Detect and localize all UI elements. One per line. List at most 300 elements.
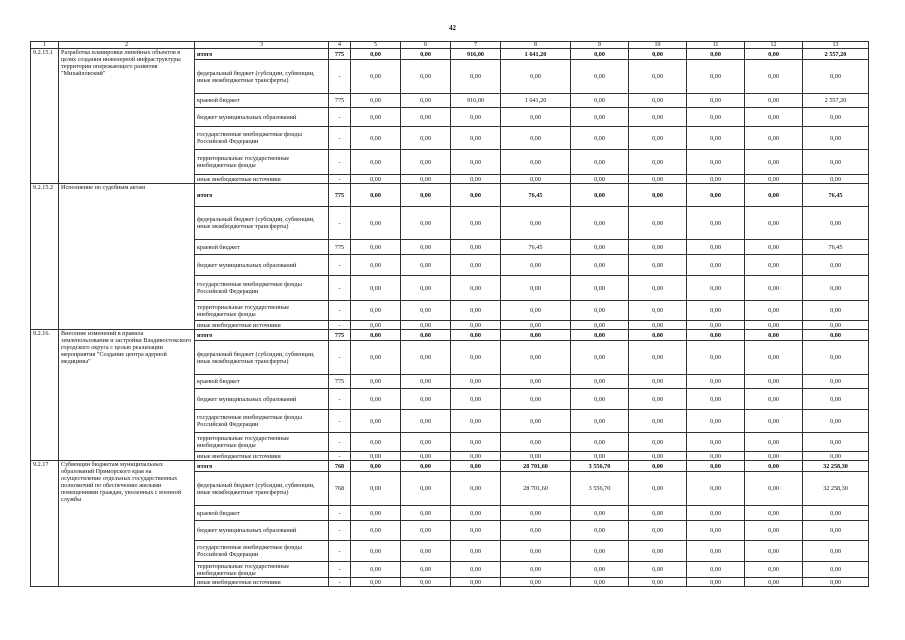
value-cell: 0,00 xyxy=(803,410,869,433)
value-cell: 0,00 xyxy=(451,108,501,127)
value-cell: 0,00 xyxy=(629,94,687,108)
value-cell: 0,00 xyxy=(401,433,451,452)
value-cell: - xyxy=(329,410,351,433)
value-cell: 0,00 xyxy=(501,175,571,184)
value-cell: - xyxy=(329,452,351,461)
value-cell: 0,00 xyxy=(351,108,401,127)
value-cell: 0,00 xyxy=(401,127,451,150)
value-cell: - xyxy=(329,506,351,521)
funding-source: бюджет муниципальных образований xyxy=(195,255,329,276)
value-cell: 0,00 xyxy=(451,276,501,301)
column-number: 12 xyxy=(745,42,803,49)
value-cell: 0,00 xyxy=(745,108,803,127)
funding-source: краевой бюджет xyxy=(195,94,329,108)
value-cell: 0,00 xyxy=(351,389,401,410)
value-cell: 0,00 xyxy=(501,60,571,94)
funding-source: территориальные государственные внебюджетные фонды xyxy=(195,150,329,175)
value-cell: 0,00 xyxy=(571,452,629,461)
value-cell: 0,00 xyxy=(687,375,745,389)
value-cell: 0,00 xyxy=(451,410,501,433)
budget-table xyxy=(30,41,869,587)
value-cell: 0,00 xyxy=(629,127,687,150)
value-cell: - xyxy=(329,521,351,541)
value-cell: 0,00 xyxy=(571,301,629,321)
value-cell: 775 xyxy=(329,330,351,341)
value-cell: 0,00 xyxy=(629,578,687,587)
value-cell: 0,00 xyxy=(501,375,571,389)
value-cell: 0,00 xyxy=(401,321,451,330)
value-cell: 0,00 xyxy=(803,301,869,321)
value-cell: 0,00 xyxy=(451,461,501,472)
value-cell: 0,00 xyxy=(745,375,803,389)
value-cell: 2 557,20 xyxy=(803,94,869,108)
value-cell: 0,00 xyxy=(687,521,745,541)
value-cell: 0,00 xyxy=(803,541,869,562)
value-cell: 1 641,20 xyxy=(501,49,571,60)
value-cell: 0,00 xyxy=(803,521,869,541)
value-cell: 0,00 xyxy=(803,108,869,127)
page-number: 42 xyxy=(449,24,456,32)
value-cell: 0,00 xyxy=(451,330,501,341)
value-cell: 76,45 xyxy=(803,184,869,207)
value-cell: 0,00 xyxy=(571,276,629,301)
value-cell: 0,00 xyxy=(401,452,451,461)
value-cell: 0,00 xyxy=(351,127,401,150)
value-cell: - xyxy=(329,301,351,321)
value-cell: 76,45 xyxy=(501,240,571,255)
value-cell: 0,00 xyxy=(745,276,803,301)
value-cell: 0,00 xyxy=(745,127,803,150)
funding-source: итого xyxy=(195,49,329,60)
value-cell: 0,00 xyxy=(687,175,745,184)
value-cell: 0,00 xyxy=(571,321,629,330)
funding-source: краевой бюджет xyxy=(195,506,329,521)
value-cell: 0,00 xyxy=(351,276,401,301)
item-code: 9.2.16. xyxy=(31,330,59,461)
item-code: 9.2.15.1 xyxy=(31,49,59,184)
value-cell: 0,00 xyxy=(451,389,501,410)
value-cell: 0,00 xyxy=(629,184,687,207)
value-cell: 0,00 xyxy=(401,150,451,175)
value-cell: - xyxy=(329,562,351,578)
value-cell: 0,00 xyxy=(501,433,571,452)
column-number: 6 xyxy=(401,42,451,49)
value-cell: 32 258,30 xyxy=(803,472,869,506)
funding-source: бюджет муниципальных образований xyxy=(195,521,329,541)
value-cell: 0,00 xyxy=(629,433,687,452)
value-cell: 32 258,30 xyxy=(803,461,869,472)
value-cell: 0,00 xyxy=(501,276,571,301)
value-cell: 775 xyxy=(329,184,351,207)
value-cell: 0,00 xyxy=(501,255,571,276)
value-cell: 0,00 xyxy=(745,562,803,578)
value-cell: 76,45 xyxy=(501,184,571,207)
value-cell: 775 xyxy=(329,49,351,60)
value-cell: 0,00 xyxy=(401,276,451,301)
value-cell: 0,00 xyxy=(629,108,687,127)
value-cell: 0,00 xyxy=(401,341,451,375)
value-cell: 0,00 xyxy=(629,389,687,410)
column-number: 13 xyxy=(803,42,869,49)
value-cell: 0,00 xyxy=(803,562,869,578)
value-cell: 0,00 xyxy=(451,433,501,452)
value-cell: - xyxy=(329,175,351,184)
item-code: 9.2.15.2 xyxy=(31,184,59,330)
column-number: 4 xyxy=(329,42,351,49)
value-cell: 0,00 xyxy=(687,433,745,452)
funding-source: итого xyxy=(195,330,329,341)
value-cell: 0,00 xyxy=(571,506,629,521)
value-cell: 0,00 xyxy=(803,207,869,240)
value-cell: 0,00 xyxy=(745,207,803,240)
value-cell: - xyxy=(329,276,351,301)
value-cell: 0,00 xyxy=(401,461,451,472)
value-cell: 0,00 xyxy=(687,60,745,94)
funding-source: государственные внебюджетные фонды Российской Федерации xyxy=(195,541,329,562)
value-cell: 3 556,70 xyxy=(571,461,629,472)
value-cell: 0,00 xyxy=(451,578,501,587)
value-cell: 3 556,70 xyxy=(571,472,629,506)
value-cell: 0,00 xyxy=(745,389,803,410)
funding-source: государственные внебюджетные фонды Российской Федерации xyxy=(195,127,329,150)
value-cell: 0,00 xyxy=(745,321,803,330)
value-cell: 0,00 xyxy=(687,321,745,330)
value-cell: 0,00 xyxy=(687,301,745,321)
value-cell: 0,00 xyxy=(803,255,869,276)
value-cell: 0,00 xyxy=(571,410,629,433)
value-cell: 0,00 xyxy=(401,240,451,255)
value-cell: - xyxy=(329,108,351,127)
value-cell: 28 701,60 xyxy=(501,461,571,472)
value-cell: 0,00 xyxy=(401,578,451,587)
value-cell: 0,00 xyxy=(803,330,869,341)
item-code: 9.2.17 xyxy=(31,461,59,587)
value-cell: 0,00 xyxy=(451,321,501,330)
value-cell: 0,00 xyxy=(401,330,451,341)
value-cell: 0,00 xyxy=(501,301,571,321)
value-cell: 0,00 xyxy=(687,472,745,506)
value-cell: 0,00 xyxy=(687,341,745,375)
value-cell: 0,00 xyxy=(629,49,687,60)
value-cell: 0,00 xyxy=(629,207,687,240)
funding-source: федеральный бюджет (субсидии, субвенции, иные межбюджетные трансферты) xyxy=(195,60,329,94)
value-cell: 0,00 xyxy=(745,184,803,207)
funding-source: итого xyxy=(195,184,329,207)
value-cell: - xyxy=(329,207,351,240)
value-cell: 0,00 xyxy=(629,175,687,184)
value-cell: 0,00 xyxy=(745,330,803,341)
value-cell: 0,00 xyxy=(401,541,451,562)
value-cell: 0,00 xyxy=(629,452,687,461)
value-cell: 0,00 xyxy=(351,562,401,578)
value-cell: 0,00 xyxy=(451,341,501,375)
item-title: Разработка планировки линейных объектов в целях создания инженерной инфраструктуры территории опережающего развития "Михайловский" xyxy=(59,49,195,184)
value-cell: 0,00 xyxy=(803,175,869,184)
value-cell: 0,00 xyxy=(571,240,629,255)
value-cell: 0,00 xyxy=(451,541,501,562)
column-number: 10 xyxy=(629,42,687,49)
value-cell: 0,00 xyxy=(501,521,571,541)
value-cell: 0,00 xyxy=(351,175,401,184)
value-cell: 0,00 xyxy=(629,255,687,276)
value-cell: 0,00 xyxy=(571,255,629,276)
value-cell: 0,00 xyxy=(401,108,451,127)
funding-source: иные внебюджетные источники xyxy=(195,321,329,330)
funding-source: краевой бюджет xyxy=(195,375,329,389)
value-cell: 0,00 xyxy=(401,521,451,541)
value-cell: 0,00 xyxy=(501,150,571,175)
value-cell: 0,00 xyxy=(745,240,803,255)
funding-source: территориальные государственные внебюджетные фонды xyxy=(195,301,329,321)
funding-source: федеральный бюджет (субсидии, субвенции, иные межбюджетные трансферты) xyxy=(195,341,329,375)
value-cell: 0,00 xyxy=(351,521,401,541)
value-cell: 0,00 xyxy=(687,255,745,276)
value-cell: 0,00 xyxy=(351,207,401,240)
table-row xyxy=(31,184,869,207)
value-cell: 0,00 xyxy=(401,301,451,321)
value-cell: 0,00 xyxy=(571,341,629,375)
value-cell: 0,00 xyxy=(401,389,451,410)
value-cell: 0,00 xyxy=(501,578,571,587)
value-cell: 0,00 xyxy=(351,301,401,321)
value-cell: 0,00 xyxy=(351,433,401,452)
value-cell: 0,00 xyxy=(401,375,451,389)
value-cell: 0,00 xyxy=(745,150,803,175)
value-cell: 0,00 xyxy=(745,452,803,461)
value-cell: 0,00 xyxy=(687,461,745,472)
funding-source: итого xyxy=(195,461,329,472)
value-cell: 0,00 xyxy=(451,184,501,207)
funding-source: федеральный бюджет (субсидии, субвенции, иные межбюджетные трансферты) xyxy=(195,472,329,506)
value-cell: 0,00 xyxy=(687,184,745,207)
funding-source: бюджет муниципальных образований xyxy=(195,108,329,127)
value-cell: 0,00 xyxy=(351,330,401,341)
column-number: 8 xyxy=(501,42,571,49)
value-cell: 0,00 xyxy=(629,330,687,341)
value-cell: 0,00 xyxy=(571,578,629,587)
value-cell: 0,00 xyxy=(571,184,629,207)
value-cell: 0,00 xyxy=(451,240,501,255)
value-cell: 775 xyxy=(329,94,351,108)
funding-source: государственные внебюджетные фонды Российской Федерации xyxy=(195,276,329,301)
value-cell: 0,00 xyxy=(571,94,629,108)
value-cell: 0,00 xyxy=(745,341,803,375)
value-cell: - xyxy=(329,255,351,276)
value-cell: 0,00 xyxy=(687,541,745,562)
value-cell: 0,00 xyxy=(571,150,629,175)
value-cell: 0,00 xyxy=(745,472,803,506)
value-cell: 0,00 xyxy=(803,433,869,452)
value-cell: 0,00 xyxy=(803,506,869,521)
value-cell: - xyxy=(329,541,351,562)
value-cell: 0,00 xyxy=(351,578,401,587)
value-cell: 0,00 xyxy=(401,207,451,240)
value-cell: 0,00 xyxy=(629,375,687,389)
value-cell: 916,00 xyxy=(451,94,501,108)
value-cell: 0,00 xyxy=(745,60,803,94)
value-cell: 0,00 xyxy=(687,150,745,175)
value-cell: 0,00 xyxy=(803,60,869,94)
value-cell: 768 xyxy=(329,461,351,472)
column-number-row xyxy=(31,42,869,49)
value-cell: 0,00 xyxy=(687,127,745,150)
value-cell: 0,00 xyxy=(351,541,401,562)
value-cell: 0,00 xyxy=(571,49,629,60)
value-cell: 0,00 xyxy=(451,60,501,94)
value-cell: 0,00 xyxy=(351,255,401,276)
value-cell: - xyxy=(329,60,351,94)
value-cell: 0,00 xyxy=(501,127,571,150)
value-cell: 0,00 xyxy=(687,49,745,60)
value-cell: 0,00 xyxy=(745,541,803,562)
value-cell: 0,00 xyxy=(351,184,401,207)
value-cell: 0,00 xyxy=(745,94,803,108)
funding-source: иные внебюджетные источники xyxy=(195,452,329,461)
value-cell: 0,00 xyxy=(401,410,451,433)
table-row xyxy=(31,461,869,472)
value-cell: 0,00 xyxy=(501,341,571,375)
value-cell: 0,00 xyxy=(401,175,451,184)
value-cell: 0,00 xyxy=(629,60,687,94)
value-cell: 0,00 xyxy=(745,433,803,452)
funding-source: территориальные государственные внебюджетные фонды xyxy=(195,433,329,452)
value-cell: - xyxy=(329,127,351,150)
value-cell: 0,00 xyxy=(629,276,687,301)
funding-source: иные внебюджетные источники xyxy=(195,578,329,587)
value-cell: 0,00 xyxy=(401,94,451,108)
value-cell: 0,00 xyxy=(745,175,803,184)
value-cell: 0,00 xyxy=(803,452,869,461)
value-cell: 0,00 xyxy=(571,127,629,150)
value-cell: - xyxy=(329,433,351,452)
value-cell: 0,00 xyxy=(803,578,869,587)
value-cell: 0,00 xyxy=(351,150,401,175)
value-cell: 0,00 xyxy=(501,389,571,410)
value-cell: 0,00 xyxy=(803,276,869,301)
value-cell: 0,00 xyxy=(629,472,687,506)
value-cell: 0,00 xyxy=(687,562,745,578)
value-cell: 0,00 xyxy=(351,94,401,108)
value-cell: 0,00 xyxy=(451,207,501,240)
value-cell: 0,00 xyxy=(451,506,501,521)
value-cell: - xyxy=(329,578,351,587)
value-cell: 0,00 xyxy=(401,472,451,506)
value-cell: 768 xyxy=(329,472,351,506)
value-cell: 0,00 xyxy=(571,60,629,94)
value-cell: - xyxy=(329,341,351,375)
value-cell: 0,00 xyxy=(351,321,401,330)
item-title: Субвенции бюджетам муниципальных образований Приморского края на осуществление отдельных государственных полномочий по обеспечению жилыми помещениями граждан, уволенных с военной службы xyxy=(59,461,195,587)
value-cell: 0,00 xyxy=(745,255,803,276)
value-cell: 0,00 xyxy=(451,301,501,321)
value-cell: 0,00 xyxy=(629,541,687,562)
value-cell: 775 xyxy=(329,375,351,389)
value-cell: 0,00 xyxy=(629,321,687,330)
column-number: 9 xyxy=(571,42,629,49)
value-cell: 0,00 xyxy=(687,240,745,255)
value-cell: 0,00 xyxy=(687,410,745,433)
value-cell: 0,00 xyxy=(571,389,629,410)
funding-source: федеральный бюджет (субсидии, субвенции, иные межбюджетные трансферты) xyxy=(195,207,329,240)
value-cell: 0,00 xyxy=(629,150,687,175)
value-cell: 0,00 xyxy=(745,301,803,321)
value-cell: 0,00 xyxy=(629,301,687,321)
value-cell: 0,00 xyxy=(571,175,629,184)
value-cell: 0,00 xyxy=(745,49,803,60)
column-number: 2 xyxy=(59,42,195,49)
value-cell: 0,00 xyxy=(351,49,401,60)
value-cell: 0,00 xyxy=(629,562,687,578)
value-cell: 0,00 xyxy=(401,60,451,94)
value-cell: 0,00 xyxy=(451,127,501,150)
value-cell: 0,00 xyxy=(401,184,451,207)
value-cell: 0,00 xyxy=(803,321,869,330)
value-cell: 0,00 xyxy=(451,562,501,578)
value-cell: 0,00 xyxy=(745,410,803,433)
value-cell: 0,00 xyxy=(745,521,803,541)
value-cell: 0,00 xyxy=(401,562,451,578)
value-cell: 0,00 xyxy=(629,461,687,472)
value-cell: 0,00 xyxy=(451,175,501,184)
value-cell: 0,00 xyxy=(351,452,401,461)
value-cell: 0,00 xyxy=(451,521,501,541)
funding-source: государственные внебюджетные фонды Российской Федерации xyxy=(195,410,329,433)
value-cell: 0,00 xyxy=(351,472,401,506)
value-cell: 0,00 xyxy=(803,150,869,175)
value-cell: 0,00 xyxy=(629,240,687,255)
value-cell: 0,00 xyxy=(451,452,501,461)
value-cell: 0,00 xyxy=(571,433,629,452)
value-cell: 0,00 xyxy=(687,578,745,587)
value-cell: 28 701,60 xyxy=(501,472,571,506)
value-cell: 0,00 xyxy=(629,410,687,433)
value-cell: 0,00 xyxy=(687,276,745,301)
value-cell: 2 557,20 xyxy=(803,49,869,60)
value-cell: - xyxy=(329,150,351,175)
value-cell: 0,00 xyxy=(687,452,745,461)
value-cell: 0,00 xyxy=(351,461,401,472)
value-cell: 0,00 xyxy=(501,562,571,578)
value-cell: 0,00 xyxy=(501,321,571,330)
column-number: 3 xyxy=(195,42,329,49)
value-cell: 0,00 xyxy=(571,562,629,578)
value-cell: 76,45 xyxy=(803,240,869,255)
value-cell: - xyxy=(329,321,351,330)
value-cell: 0,00 xyxy=(571,521,629,541)
value-cell: 0,00 xyxy=(401,506,451,521)
value-cell: 775 xyxy=(329,240,351,255)
value-cell: 0,00 xyxy=(803,375,869,389)
funding-source: краевой бюджет xyxy=(195,240,329,255)
value-cell: - xyxy=(329,389,351,410)
value-cell: 0,00 xyxy=(501,452,571,461)
value-cell: 0,00 xyxy=(501,506,571,521)
value-cell: 1 641,20 xyxy=(501,94,571,108)
table-row xyxy=(31,49,869,60)
value-cell: 0,00 xyxy=(629,521,687,541)
value-cell: 0,00 xyxy=(501,108,571,127)
value-cell: 0,00 xyxy=(745,506,803,521)
value-cell: 0,00 xyxy=(351,240,401,255)
item-title: Внесение изменений в правила землепользования и застройки Владивостокского городского округа с целью реализации мероприятия "Создание центра ядерной медицины" xyxy=(59,330,195,461)
value-cell: 0,00 xyxy=(687,94,745,108)
column-number: 7 xyxy=(451,42,501,49)
value-cell: 0,00 xyxy=(687,207,745,240)
value-cell: 0,00 xyxy=(351,60,401,94)
value-cell: 0,00 xyxy=(451,255,501,276)
value-cell: 0,00 xyxy=(501,207,571,240)
value-cell: 0,00 xyxy=(687,108,745,127)
